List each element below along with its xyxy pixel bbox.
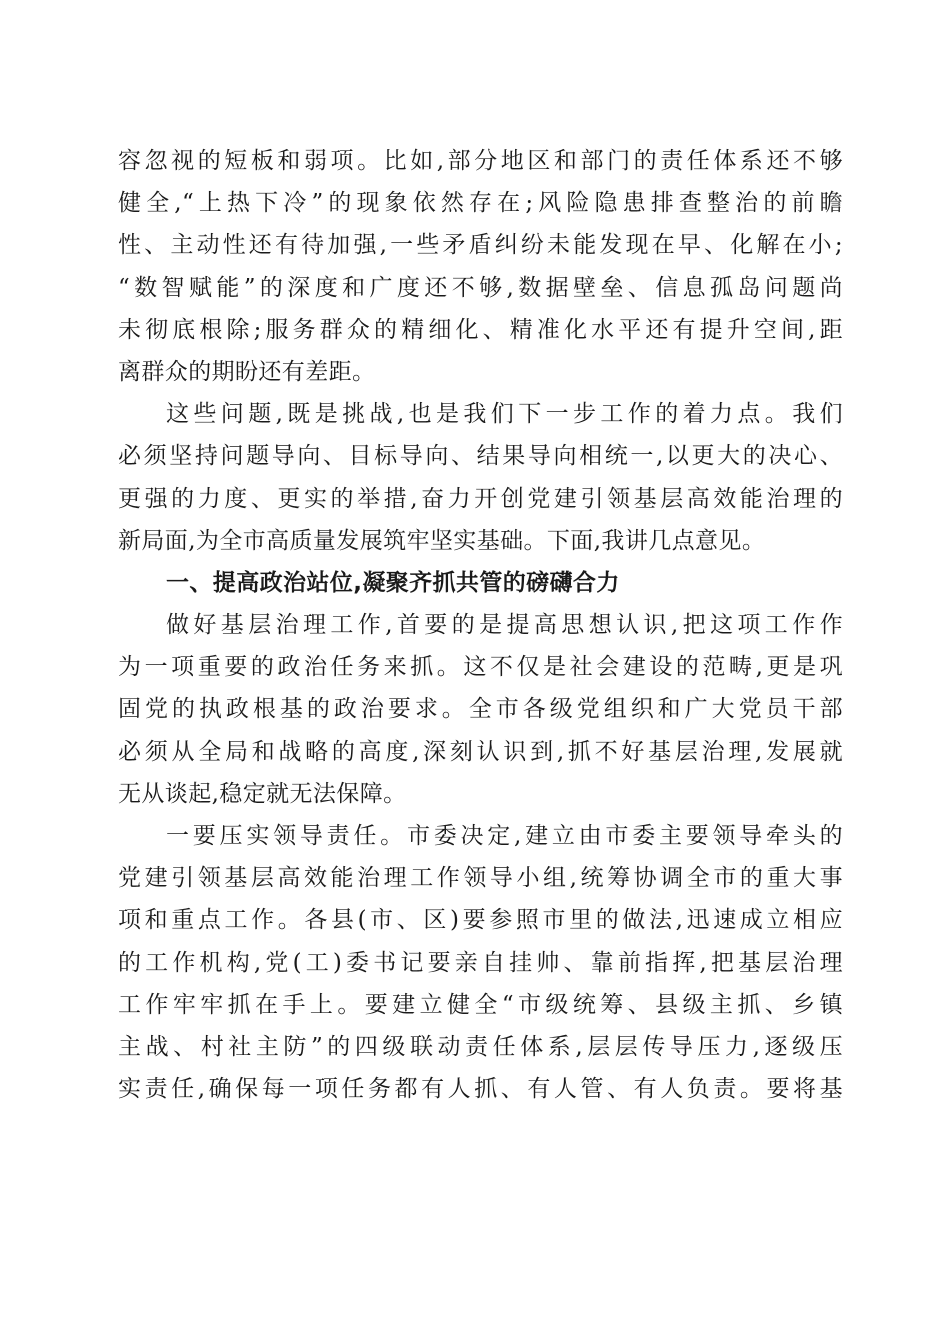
text-line: 容忽视的短板和弱项。比如,部分地区和部门的责任体系还不够 bbox=[118, 148, 843, 174]
text-line: 性、主动性还有待加强,一些矛盾纠纷未能发现在早、化解在小; bbox=[118, 232, 843, 259]
text-line: 主战、村社主防”的四级联动责任体系,层层传导压力,逐级压 bbox=[118, 1033, 843, 1060]
text-line: 项和重点工作。各县(市、区)要参照市里的做法,迅速成立相应 bbox=[118, 907, 843, 934]
text-line: 无从谈起,稳定就无法保障。 bbox=[118, 780, 407, 807]
text-line: 必须从全局和战略的高度,深刻认识到,抓不好基层治理,发展就 bbox=[118, 738, 843, 765]
text-line: 必须坚持问题导向、目标导向、结果导向相统一,以更大的决心、 bbox=[118, 443, 843, 470]
heading-line: 一、提高政治站位,凝聚齐抓共管的磅礴合力 bbox=[166, 569, 620, 596]
text-line: 这些问题,既是挑战,也是我们下一步工作的着力点。我们 bbox=[166, 401, 843, 428]
section-heading bbox=[118, 562, 843, 604]
text-line: 更强的力度、更实的举措,奋力开创党建引领基层高效能治理的 bbox=[118, 485, 843, 512]
text-line: 的工作机构,党(工)委书记要亲自挂帅、靠前指挥,把基层治理 bbox=[118, 949, 843, 976]
text-line: 健全,“上热下冷”的现象依然存在;风险隐患排查整治的前瞻 bbox=[118, 190, 843, 217]
text-line: 一要压实领导责任。市委决定,建立由市委主要领导牵头的 bbox=[166, 823, 843, 849]
paragraph bbox=[118, 815, 843, 1110]
paragraph-continuation bbox=[118, 140, 843, 393]
text-line: 为一项重要的政治任务来抓。这不仅是社会建设的范畴,更是巩 bbox=[118, 654, 843, 681]
paragraph bbox=[118, 604, 843, 815]
text-line: 新局面,为全市高质量发展筑牢坚实基础。下面,我讲几点意见。 bbox=[118, 527, 766, 554]
text-line: “数智赋能”的深度和广度还不够,数据壁垒、信息孤岛问题尚 bbox=[118, 274, 843, 301]
text-line: 固党的执政根基的政治要求。全市各级党组织和广大党员干部 bbox=[118, 696, 843, 723]
text-line: 实责任,确保每一项任务都有人抓、有人管、有人负责。要将基 bbox=[118, 1076, 843, 1103]
text-line: 党建引领基层高效能治理工作领导小组,统筹协调全市的重大事 bbox=[118, 865, 843, 892]
paragraph bbox=[118, 393, 843, 562]
text-line: 离群众的期盼还有差距。 bbox=[118, 358, 376, 385]
text-line: 未彻底根除;服务群众的精细化、精准化水平还有提升空间,距 bbox=[118, 316, 843, 343]
text-line: 工作牢牢抓在手上。要建立健全“市级统筹、县级主抓、乡镇 bbox=[118, 991, 843, 1018]
text-line: 做好基层治理工作,首要的是提高思想认识,把这项工作作 bbox=[166, 612, 843, 639]
document-body bbox=[118, 140, 843, 1110]
